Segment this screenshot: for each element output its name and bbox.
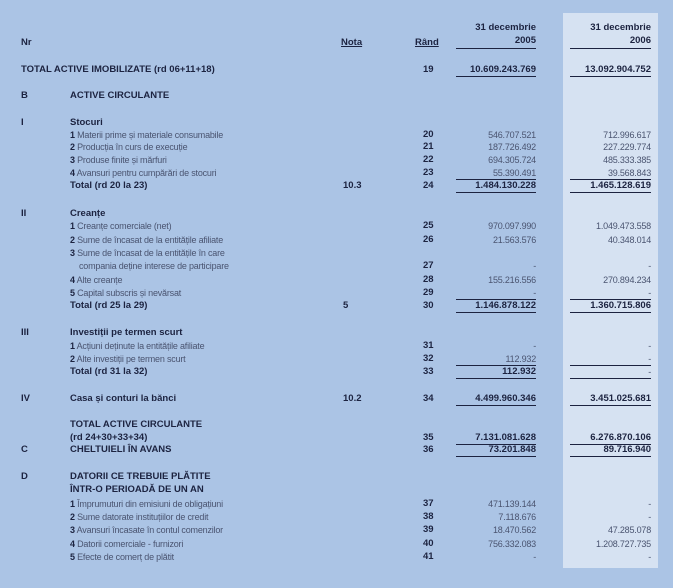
stocuri-total-row <box>0 180 673 192</box>
item-number: 2 <box>70 512 75 522</box>
item-number: 3 <box>70 155 75 165</box>
value-2006: - <box>648 512 651 522</box>
section-nr: B <box>21 90 28 101</box>
value-2006: - <box>570 353 651 366</box>
casa-row <box>0 393 673 405</box>
row-number: 36 <box>423 444 434 455</box>
value-2005: 10.609.243.769 <box>456 64 536 77</box>
value-2005: 7.118.676 <box>498 512 536 522</box>
value-2006: - <box>570 287 651 300</box>
section-title: CHELTUIELI ÎN AVANS <box>70 444 172 455</box>
value-2005: 112.932 <box>456 366 536 379</box>
item-number: 3 <box>70 525 75 535</box>
section-nr: I <box>21 117 24 128</box>
value-2005: - <box>533 261 536 271</box>
table-row <box>0 154 673 166</box>
item-label: Avansuri pentru cumpărări de stocuri <box>76 168 217 178</box>
value-2005: - <box>533 341 536 351</box>
section-b-row <box>0 90 673 102</box>
nota-value: 5 <box>343 300 349 311</box>
item-number: 1 <box>70 341 75 351</box>
value-2006: 13.092.904.752 <box>570 64 651 77</box>
item-label: Avansuri încasate în contul comenzilor <box>76 525 223 535</box>
value-2005: 187.726.492 <box>488 142 536 152</box>
value-2005: 546.707.521 <box>488 130 536 140</box>
row-number: 22 <box>423 154 434 165</box>
item-number: 4 <box>70 539 75 549</box>
value-2006: 270.894.234 <box>603 275 651 285</box>
row-number: 23 <box>423 167 434 178</box>
value-2006: - <box>648 341 651 351</box>
row-number: 40 <box>423 538 434 549</box>
row-number: 35 <box>423 432 434 443</box>
item-label: Sume de încasat de la entitățile în care <box>77 248 225 258</box>
row-number: 25 <box>423 220 434 231</box>
nota-value: 10.3 <box>343 180 362 191</box>
item-number: 3 <box>70 248 75 258</box>
total-circulante-title-row <box>0 419 673 431</box>
section-nr: IV <box>21 393 30 404</box>
section-title: DATORII CE TREBUIE PLĂTITE <box>70 471 211 482</box>
table-row <box>0 274 673 286</box>
table-row <box>0 129 673 141</box>
value-2006: 89.716.940 <box>570 444 651 457</box>
item-label: Alte creanțe <box>76 275 123 285</box>
table-row <box>0 234 673 246</box>
table-row <box>0 287 673 299</box>
value-2006: 712.996.617 <box>603 130 651 140</box>
row-number: 21 <box>423 141 434 152</box>
section-title: Investiții pe termen scurt <box>70 327 183 338</box>
item-label: Alte investiții pe termen scurt <box>76 354 186 364</box>
creante-title-row <box>0 208 673 220</box>
value-2006: 40.348.014 <box>607 235 651 245</box>
total-label-formula: (rd 24+30+33+34) <box>70 432 148 443</box>
row-number: 34 <box>423 393 434 404</box>
row-label: TOTAL ACTIVE IMOBILIZATE (rd 06+11+18) <box>21 64 215 75</box>
value-2005: 18.470.562 <box>492 525 536 535</box>
value-2006: - <box>648 552 651 562</box>
row-number: 26 <box>423 234 434 245</box>
item-label-continued: compania deține interese de participare <box>79 261 229 271</box>
total-label: Total (rd 25 la 29) <box>70 300 148 311</box>
row-number: 24 <box>423 180 434 191</box>
datorii-title-row-2 <box>0 484 673 496</box>
header-nr: Nr <box>21 37 32 48</box>
row-number: 19 <box>423 64 434 75</box>
value-2005: 471.139.144 <box>488 499 536 509</box>
value-2005: 1.484.130.228 <box>456 180 536 193</box>
item-number: 5 <box>70 288 75 298</box>
value-2005: 4.499.960.346 <box>456 393 536 406</box>
row-number: 41 <box>423 551 434 562</box>
value-2005: - <box>533 552 536 562</box>
item-number: 1 <box>70 221 75 231</box>
section-title: Stocuri <box>70 117 103 128</box>
table-row <box>0 340 673 352</box>
value-2005: 694.305.724 <box>488 155 536 165</box>
item-label: Capital subscris și nevărsat <box>77 288 182 298</box>
row-number: 32 <box>423 353 434 364</box>
value-2006: 6.276.870.106 <box>570 432 651 445</box>
row-number: 33 <box>423 366 434 377</box>
item-number: 5 <box>70 552 75 562</box>
value-2006: - <box>570 366 651 379</box>
value-2005: 73.201.848 <box>456 444 536 457</box>
section-title: Creanțe <box>70 208 106 219</box>
value-2005: 21.563.576 <box>492 235 536 245</box>
table-row <box>0 524 673 536</box>
header-nota: Nota <box>341 37 363 48</box>
nota-value: 10.2 <box>343 393 362 404</box>
table-row <box>0 353 673 365</box>
row-number: 31 <box>423 340 434 351</box>
section-nr: III <box>21 327 29 338</box>
datorii-title-row <box>0 471 673 483</box>
item-label: Produse finite și mărfuri <box>77 155 167 165</box>
value-2006: - <box>648 261 651 271</box>
header-rand: Rând <box>415 37 439 48</box>
item-number: 1 <box>70 130 75 140</box>
total-active-imobilizate-row <box>0 64 673 76</box>
total-circulante-row <box>0 432 673 444</box>
value-2005: 7.131.081.628 <box>456 432 536 445</box>
value-2006: 485.333.385 <box>603 155 651 165</box>
total-label: Total (rd 20 la 23) <box>70 180 148 191</box>
value-2006: 227.229.774 <box>603 142 651 152</box>
table-row <box>0 167 673 179</box>
table-row <box>0 538 673 550</box>
value-2006: 47.285.078 <box>607 525 651 535</box>
table-row <box>0 551 673 563</box>
item-label: Acțiuni deținute la entitățile afiliate <box>76 341 205 351</box>
item-number: 2 <box>70 142 75 152</box>
table-row <box>0 141 673 153</box>
header-2006-line2: 2006 <box>570 35 651 49</box>
value-2005: - <box>456 287 536 300</box>
table-row <box>0 220 673 232</box>
value-2006: - <box>648 499 651 509</box>
investitii-title-row <box>0 327 673 339</box>
value-2005: 970.097.990 <box>488 221 536 231</box>
item-label: Efecte de comerț de plătit <box>77 552 174 562</box>
row-number: 38 <box>423 511 434 522</box>
item-number: 2 <box>70 235 75 245</box>
item-number: 2 <box>70 354 75 364</box>
value-2006: 39.568.843 <box>570 167 651 180</box>
table-row <box>0 498 673 510</box>
stocuri-title-row <box>0 117 673 129</box>
item-label: Materii prime și materiale consumabile <box>77 130 224 140</box>
section-title: Casa și conturi la bănci <box>70 393 177 404</box>
value-2005: 1.146.878.122 <box>456 300 536 313</box>
value-2005: 112.932 <box>456 353 536 366</box>
item-label: Sume datorate instituțiilor de credit <box>77 512 209 522</box>
value-2006: 1.360.715.806 <box>570 300 651 313</box>
section-nr: II <box>21 208 27 219</box>
investitii-total-row <box>0 366 673 378</box>
section-title-line2: ÎNTR-O PERIOADĂ DE UN AN <box>70 484 204 495</box>
table-row <box>0 260 673 272</box>
header-2005-line1: 31 decembrie <box>475 22 536 33</box>
row-number: 20 <box>423 129 434 140</box>
header-2005-line2: 2005 <box>456 35 536 49</box>
item-label: Sume de încasat de la entitățile afiliate <box>77 235 224 245</box>
item-label: Împrumuturi din emisiuni de obligațiuni <box>77 499 223 509</box>
value-2006: 3.451.025.681 <box>570 393 651 406</box>
total-label: TOTAL ACTIVE CIRCULANTE <box>70 419 203 430</box>
cheltuieli-row <box>0 444 673 456</box>
creante-total-row <box>0 300 673 312</box>
value-2006: 1.208.727.735 <box>596 539 651 549</box>
item-number: 4 <box>70 168 75 178</box>
header-2006-line1: 31 decembrie <box>590 22 651 33</box>
row-number: 29 <box>423 287 434 298</box>
row-number: 27 <box>423 260 434 271</box>
row-number: 39 <box>423 524 434 535</box>
item-label: Datorii comerciale - furnizori <box>77 539 184 549</box>
item-number: 1 <box>70 499 75 509</box>
value-2005: 155.216.556 <box>488 275 536 285</box>
table-row <box>0 511 673 523</box>
value-2005: 756.332.083 <box>488 539 536 549</box>
item-label: Creanțe comerciale (net) <box>77 221 172 231</box>
table-row <box>0 247 673 259</box>
section-nr: C <box>21 444 28 455</box>
value-2006: 1.465.128.619 <box>570 180 651 193</box>
value-2005: 55.390.491 <box>456 167 536 180</box>
section-title: ACTIVE CIRCULANTE <box>70 90 170 101</box>
row-number: 28 <box>423 274 434 285</box>
section-nr: D <box>21 471 28 482</box>
item-label: Producția în curs de execuție <box>77 142 188 152</box>
value-2006: 1.049.473.558 <box>596 221 651 231</box>
item-number: 4 <box>70 275 75 285</box>
total-label: Total (rd 31 la 32) <box>70 366 148 377</box>
row-number: 37 <box>423 498 434 509</box>
row-number: 30 <box>423 300 434 311</box>
